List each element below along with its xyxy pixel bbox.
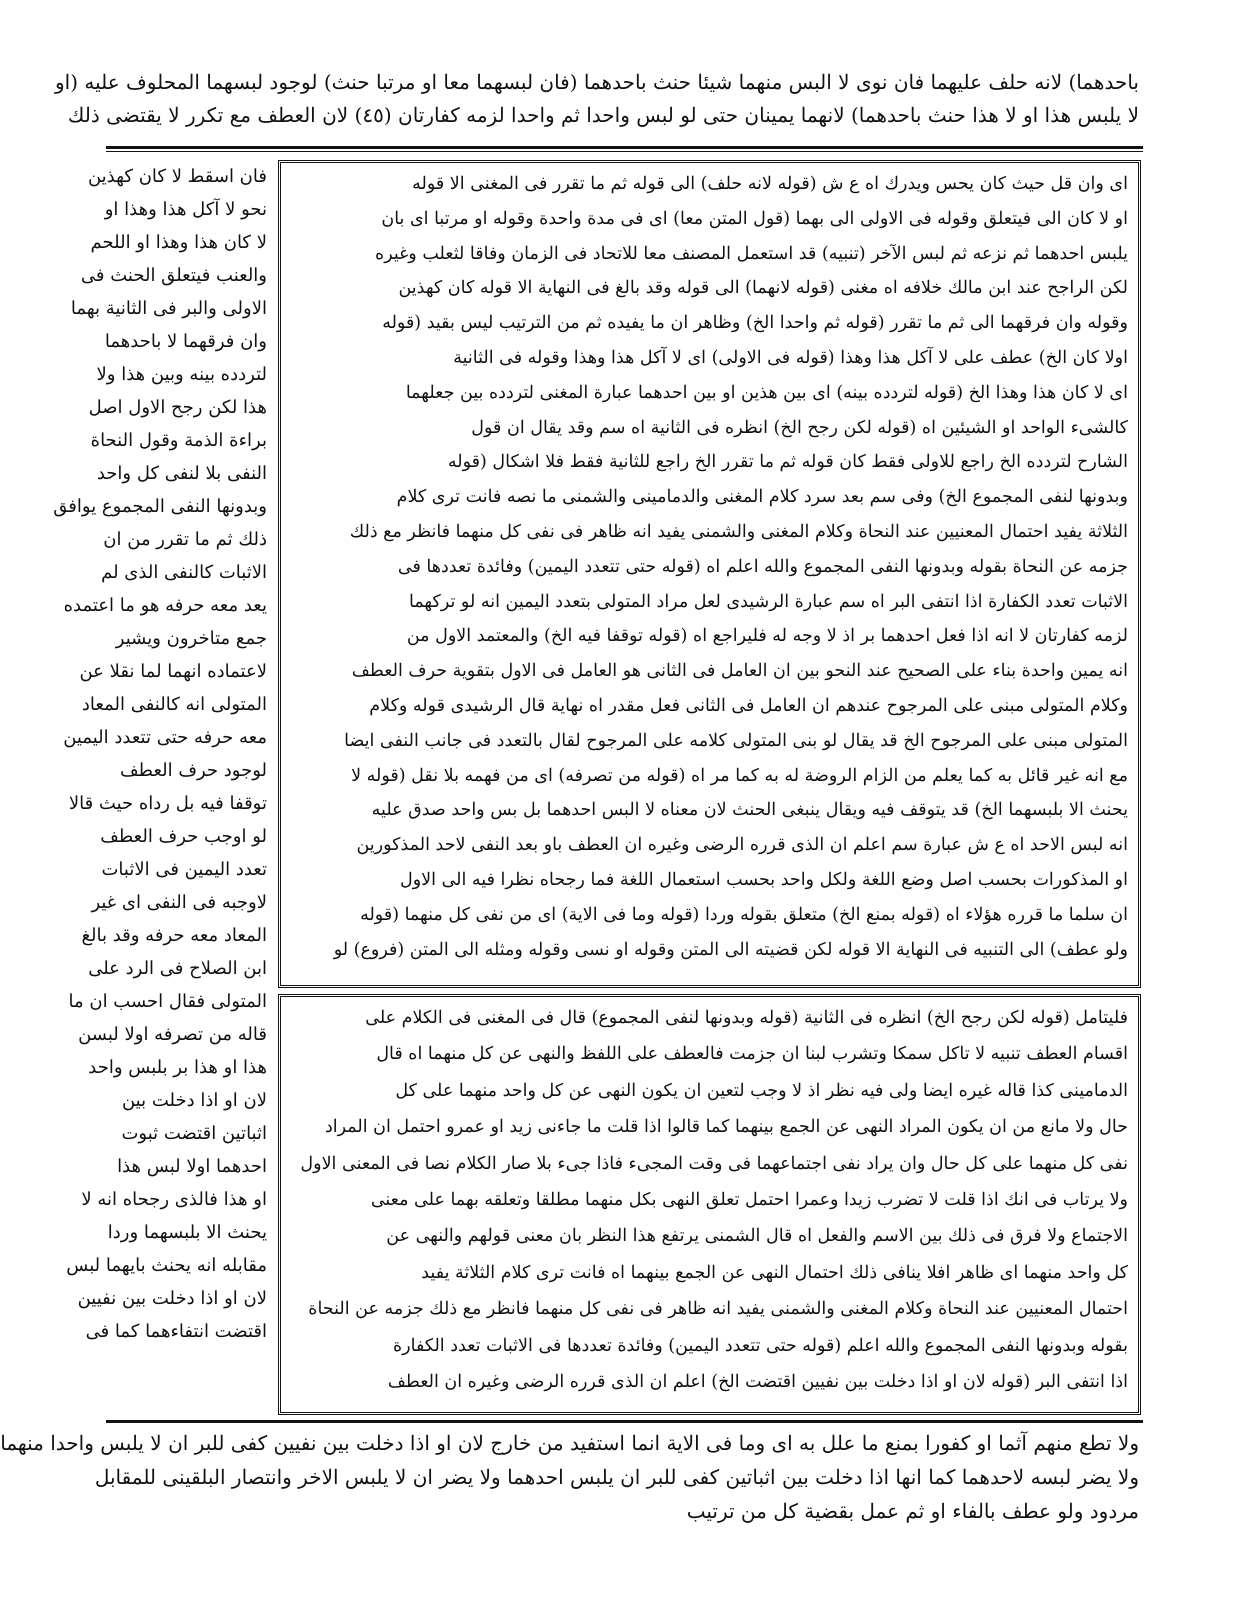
text-line: الاجتماع ولا فرق فى ذلك بين الاسم والفعل اه قال الشمنى يرتفع هذا النظر بان معنى قولهم والنهى عن — [386, 1226, 1128, 1247]
text-line: الدمامينى كذا قاله غيره ايضا ولى فيه نظر اذ لا وجب لتعين ان يكون النهى عن كل واحد منهما على كل — [395, 1080, 1128, 1101]
text-line: انه لبس الاحد اه ع ش عبارة سم اعلم ان الذى قرره الرضى وغيره ان العطف باو بعد النفى لاحد المذكورين — [356, 835, 1128, 856]
text-line: قاله من تصرفه اولا لبسن — [78, 1024, 267, 1045]
text-line: المتولى مبنى على المرجوح الخ قد يقال لو بنى المتولى كلامه على المرجوح لقال بالتعدد فى جانب النفى ايضا — [344, 730, 1128, 751]
text-line: احتمال المعنيين عند النحاة وكلام المغنى والشمنى يفيد انه ظاهر فى نفى كل منهما فانظر مع ذلك جزمه عن النحاة — [308, 1299, 1128, 1320]
text-line: باحدهما) لانه حلف عليهما فان نوى لا البس منهما شيئا حنث باحدهما (فان لبسهما معا او مرتبا حنث) لوجود لبسهما المحلوف عليه (او — [55, 70, 1139, 94]
text-line: وقوله وان فرقهما الى ثم ما تقرر (قوله ثم واحدا الخ) وظاهر ان ما يفيده ثم من الترتيب ليس بقيد (قوله — [382, 313, 1128, 334]
text-line: هذا لكن رجح الاول اصل — [88, 397, 267, 418]
text-line: المتولى فقال احسب ان ما — [68, 991, 267, 1012]
text-line: اقتضت انتفاءهما كما فى — [85, 1321, 267, 1342]
text-line: لكن الراجح عند ابن مالك خلافه اه مغنى (قوله لانهما) الى قوله وقد بالغ فى النهاية الا قوله كان كهذين — [398, 278, 1128, 299]
text-line: يحنث الا بلبسهما وردا — [107, 1222, 267, 1243]
text-line: وكلام المتولى مبنى على المرجوح عندهم ان العامل فى الثانى فعل مقدر اه نهاية قال الرشيدى قوله وكلام — [369, 696, 1128, 716]
text-line: ولا يضر لبسه لاحدهما كما انها اذا دخلت بين اثباتين كفى للبر ان يلبس احدهما ولا يضر ان لا يلبس الاخر وانتصار البلقينى للمقابل — [94, 1465, 1139, 1489]
text-line: يعد معه حرفه هو ما اعتمده — [63, 595, 267, 616]
text-line: المعاد معه حرفه وقد بالغ — [81, 925, 267, 946]
text-line: اذا انتفى البر (قوله لان او اذا دخلت بين نفيين اقتضت الخ) اعلم ان الذى قرره الرضى وغيره ان العطف — [387, 1372, 1128, 1392]
text-line: مقابله انه يحنث بايهما لبس — [66, 1255, 267, 1276]
text-line: الشارح لتردده الخ راجع للاولى فقط كان قوله ثم ما تقرر الخ راجع للثانية فقط فلا اشكال (قوله — [447, 452, 1128, 473]
text-line: او لا كان الى فيتعلق وقوله فى الاولى الى بهما (قول المتن معا) اى فى مدة واحدة وقوله او مرتبا اى بان — [381, 208, 1128, 229]
text-line: نحو لا آكل هذا وهذا او — [104, 199, 267, 220]
text-line: لا كان هذا وهذا او اللحم — [90, 232, 267, 253]
text-line: احدهما اولا لبس هذا — [117, 1156, 267, 1177]
text-line: انه يمين واحدة بناء على الصحيح عند النحو بين ان العامل فى الثانى هو العامل فى الاول بتقوية حرف العطف — [351, 661, 1128, 682]
text-line: ولا تطع منهم آثما او كفورا بمنع ما علل به اى وما فى الاية انما استفيد من خارج لان او اذا دخلت بين نفيين كفى للبر ان لا يلبس واحدا منهما — [0, 1431, 1139, 1455]
text-line: كل واحد منهما اى ظاهر افلا ينافى ذلك احتمال النهى عن الجمع بينهما اه فانت ترى كلام الثلاثة يفيد — [421, 1262, 1128, 1283]
text-line: جمع متاخرون ويشير — [115, 628, 267, 649]
text-line: ذلك ثم ما تقرر من ان — [103, 529, 267, 550]
text-line: لاعتماده انهما لما نقلا عن — [79, 661, 267, 682]
text-line: حال ولا مانع من ان يكون المراد النهى عن الجمع بينهما كما قالوا اذا قلت ما جاءنى زيد او عمرو احتمل ان المراد — [324, 1117, 1128, 1138]
text-line: الاولى والبر فى الثانية بهما — [70, 298, 267, 319]
text-line: يلبس احدهما ثم نزعه ثم لبس الآخر (تنبيه) قد استعمل المصنف معا للاتحاد فى الزمان وفاقا لثعلب وغيره — [375, 243, 1128, 264]
text-line: ان سلما ما قرره هؤلاء اه (قوله بمنع الخ) متعلق بقوله وردا (قوله وما فى الاية) اى من نفى كل منهما (قوله — [360, 904, 1128, 925]
text-line: مع انه غير قائل به كما يعلم من الزام الروضة له به كما مر اه (قوله من تصرفه) اى من فهمه بلا نقل (قوله لا — [351, 765, 1128, 786]
main-text-side-column — [53, 160, 267, 1348]
text-line: نفى كل منهما على كل حال وان يراد نفى اجتماعهما فى وقت المجىء فاذا جىء بلا صار الكلام نصا فى المعنى الاول — [300, 1153, 1128, 1174]
divider — [106, 1420, 1143, 1423]
text-line: لاوجبه فى النفى اى غير — [91, 892, 267, 913]
text-line: براءة الذمة وقول النحاة — [90, 430, 267, 451]
text-line: النفى بلا لنفى كل واحد — [96, 463, 267, 484]
text-line: مردود ولو عطف بالفاء او ثم عمل بقضية كل من ترتيب — [686, 1499, 1139, 1523]
text-line: الاثبات تعدد الكفارة اذا انتفى البر اه سم عبارة الرشيدى لعل مراد المتولى بتعدد اليمين انه لو تركهما — [408, 591, 1128, 612]
text-line: لوجود حرف العطف — [120, 760, 267, 781]
text-line: تعدد اليمين فى الاثبات — [101, 859, 267, 880]
text-line: اى وان قل حيث كان يحس ويدرك اه ع ش (قوله لانه حلف) الى قوله ثم ما تقرر فى المغنى الا قوله — [412, 174, 1128, 194]
text-line: اولا كان الخ) عطف على لا آكل هذا وهذا (قوله فى الاولى) اى لا آكل هذا وهذا وقوله فى الثانية — [453, 348, 1128, 368]
text-line: وان فرقهما لا باحدهما — [104, 331, 267, 352]
text-line: كالشىء الواحد او الشيئين اه (قوله لكن رجح الخ) انظره فى الثانية اه سم وقد يقال ان قول — [471, 417, 1128, 438]
text-line: او هذا فالذى رجحاه انه لا — [81, 1189, 267, 1210]
text-line: توقفا فيه بل رداه حيث قالا — [68, 793, 267, 814]
text-line: يحنث الا بلبسهما الخ) قد يتوقف فيه ويقال ينبغى الحنث لان معناه لا البس احدهما بل بس واحد صدق عليه — [371, 800, 1128, 821]
text-line: اقسام العطف تنبيه لا تاكل سمكا وتشرب لبنا ان جزمت فالعطف على اللفظ والنهى عن كل منهما اه قال — [376, 1044, 1128, 1065]
text-line: معه حرفه حتى تتعدد اليمين — [63, 727, 267, 748]
text-line: وبدونها لنفى المجموع الخ) وفى سم بعد سرد كلام المغنى والدمامينى والشمنى ما نصه فانت ترى كلام — [396, 487, 1128, 508]
text-line: لزمه كفارتان لا انه اذا فعل احدهما بر اذ لا وجه له فليراجع اه (قوله توقفا فيه الخ) والمعتمد الاول من — [406, 626, 1128, 647]
text-line: الثلاثة يفيد احتمال المعنيين عند النحاة وكلام المغنى والشمنى يفيد انه ظاهر فى نفى كل منهما فانظر مع ذلك — [349, 522, 1128, 542]
text-line: هذا او هذا بر بلبس واحد — [88, 1057, 267, 1078]
text-line: ولا يرتاب فى انك اذا قلت لا تضرب زيدا وعمرا احتمل تعلق النهى بكل منهما مطلقا وتعلقه بهما على معنى — [370, 1190, 1128, 1210]
text-line: ابن الصلاح فى الرد على — [88, 958, 267, 979]
text-line: فان اسقط لا كان كهذين — [87, 166, 267, 187]
text-line: المتولى انه كالنفى المعاد — [81, 694, 267, 715]
text-line: الاثبات كالنفى الذى لم — [101, 562, 267, 583]
text-line: وبدونها النفى المجموع يوافق — [53, 496, 267, 517]
text-line: جزمه عن النحاة بقوله وبدونها النفى المجموع والله اعلم اه (قوله حتى تتعدد اليمين) وفائدة تعددها فى — [397, 556, 1128, 577]
text-line: ولو عطف) الى التنبيه فى النهاية الا قوله لكن قضيته الى المتن وقوله او نسى وقوله ومثله الى المتن (فروع) لو — [333, 939, 1128, 960]
text-line: اى لا كان هذا وهذا الخ (قوله لتردده بينه) اى بين هذين او بين احدهما عبارة المغنى لتردده بين جعلهما — [405, 382, 1128, 403]
text-line: لو اوجب حرف العطف — [100, 826, 267, 847]
divider — [106, 151, 1143, 152]
text-line: لان او اذا دخلت بين — [121, 1090, 267, 1111]
text-line: اثباتين اقتضت ثبوت — [121, 1123, 267, 1144]
text-line: بقوله وبدونها النفى المجموع والله اعلم (قوله حتى تتعدد اليمين) وفائدة تعددها فى الاثبات تعدد الكفارة — [393, 1335, 1128, 1356]
text-line: لان او اذا دخلت بين نفيين — [77, 1288, 267, 1309]
commentary-box-1 — [278, 160, 1141, 988]
text-line: لا يلبس هذا او لا هذا حنث باحدهما) لانهما يمينان حتى لو لبس واحدا ثم واحدا لزمه كفارتان (٤٥) لان العطف مع تكرر لا يقتضى ذلك — [67, 103, 1139, 127]
divider — [106, 146, 1143, 149]
commentary-box-2 — [278, 994, 1141, 1415]
text-line: لتردده بينه وبين هذا ولا — [96, 364, 267, 385]
text-line: والعنب فيتعلق الحنث فى — [80, 265, 267, 286]
text-line: فليتامل (قوله لكن رجح الخ) انظره فى الثانية (قوله وبدونها لنفى المجموع) قال فى المغنى فى الكلام على — [365, 1008, 1128, 1028]
text-line: او المذكورات بحسب اصل وضع اللغة ولكل واحد بحسب استعمال اللغة فما رجحاه نظرا فيه الى الاول — [400, 870, 1128, 890]
